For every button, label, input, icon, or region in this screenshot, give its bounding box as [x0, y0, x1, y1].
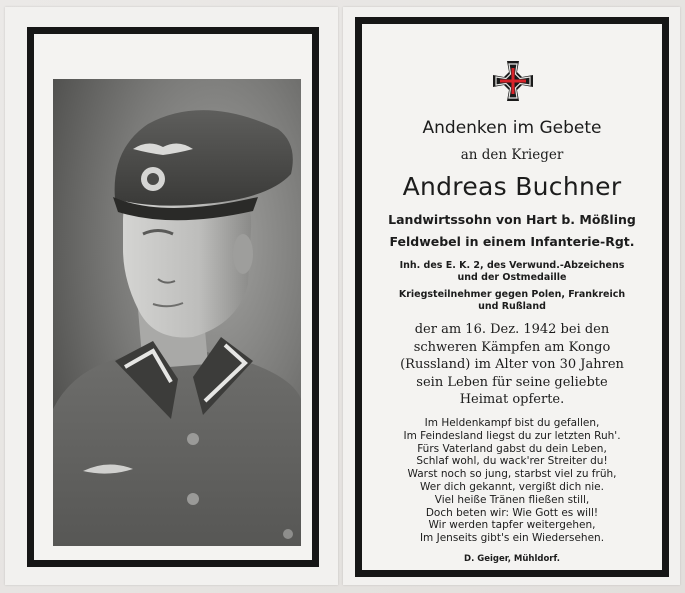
poem-line: Im Feindesland liegst du zur letzten Ruh'. — [403, 429, 621, 442]
death-notice-line: (Russland) im Alter von 30 Jahren — [400, 357, 624, 372]
heading: Andenken im Gebete — [422, 118, 602, 138]
poem-line: Im Jenseits gibt's ein Wiedersehen. — [419, 532, 605, 545]
photo-panel — [5, 7, 338, 585]
iron-cross-icon — [491, 59, 535, 103]
poem-line: Schlaf wohl, du wack'rer Streiter du! — [416, 455, 608, 468]
origin-line: Landwirtssohn von Hart b. Mößling — [388, 212, 636, 227]
poem-line: Doch beten wir: Wie Gott es will! — [425, 506, 599, 519]
soldier-portrait-photo — [53, 79, 301, 546]
mourning-border-left — [27, 27, 319, 567]
subheading: an den Krieger — [460, 147, 564, 163]
decorations-line-2: und der Ostmedaille — [457, 272, 567, 283]
memorial-poem — [362, 417, 662, 545]
rank-line: Feldwebel in einem Infanterie-Rgt. — [389, 234, 635, 249]
poem-line: Fürs Vaterland gabst du dein Leben, — [417, 442, 607, 455]
mourning-border-right — [355, 17, 669, 577]
poem-line: Viel heiße Tränen fließen still, — [434, 493, 590, 506]
text-panel — [343, 7, 680, 585]
death-notice — [362, 321, 662, 409]
death-notice-line: sein Leben für seine geliebte — [416, 374, 608, 390]
death-notice-line: Heimat opferte. — [459, 392, 565, 407]
death-notice-line: schweren Kämpfen am Kongo — [413, 339, 611, 355]
printer-credit: D. Geiger, Mühldorf. — [464, 554, 560, 564]
campaigns-line-1: Kriegsteilnehmer gegen Polen, Frankreich — [398, 289, 626, 300]
decorations-line-1: Inh. des E. K. 2, des Verwund.-Abzeichens — [399, 260, 625, 271]
poem-line: Wir werden tapfer weitergehen, — [428, 519, 596, 532]
campaigns-line-2: und Rußland — [478, 301, 546, 312]
death-notice-line: der am 16. Dez. 1942 bei den — [414, 322, 610, 337]
deceased-name: Andreas Buchner — [402, 172, 622, 201]
poem-line: Warst noch so jung, starbst viel zu früh, — [407, 468, 617, 481]
poem-line: Wer dich gekannt, vergißt dich nie. — [420, 480, 604, 493]
poem-line: Im Heldenkampf bist du gefallen, — [424, 417, 600, 429]
